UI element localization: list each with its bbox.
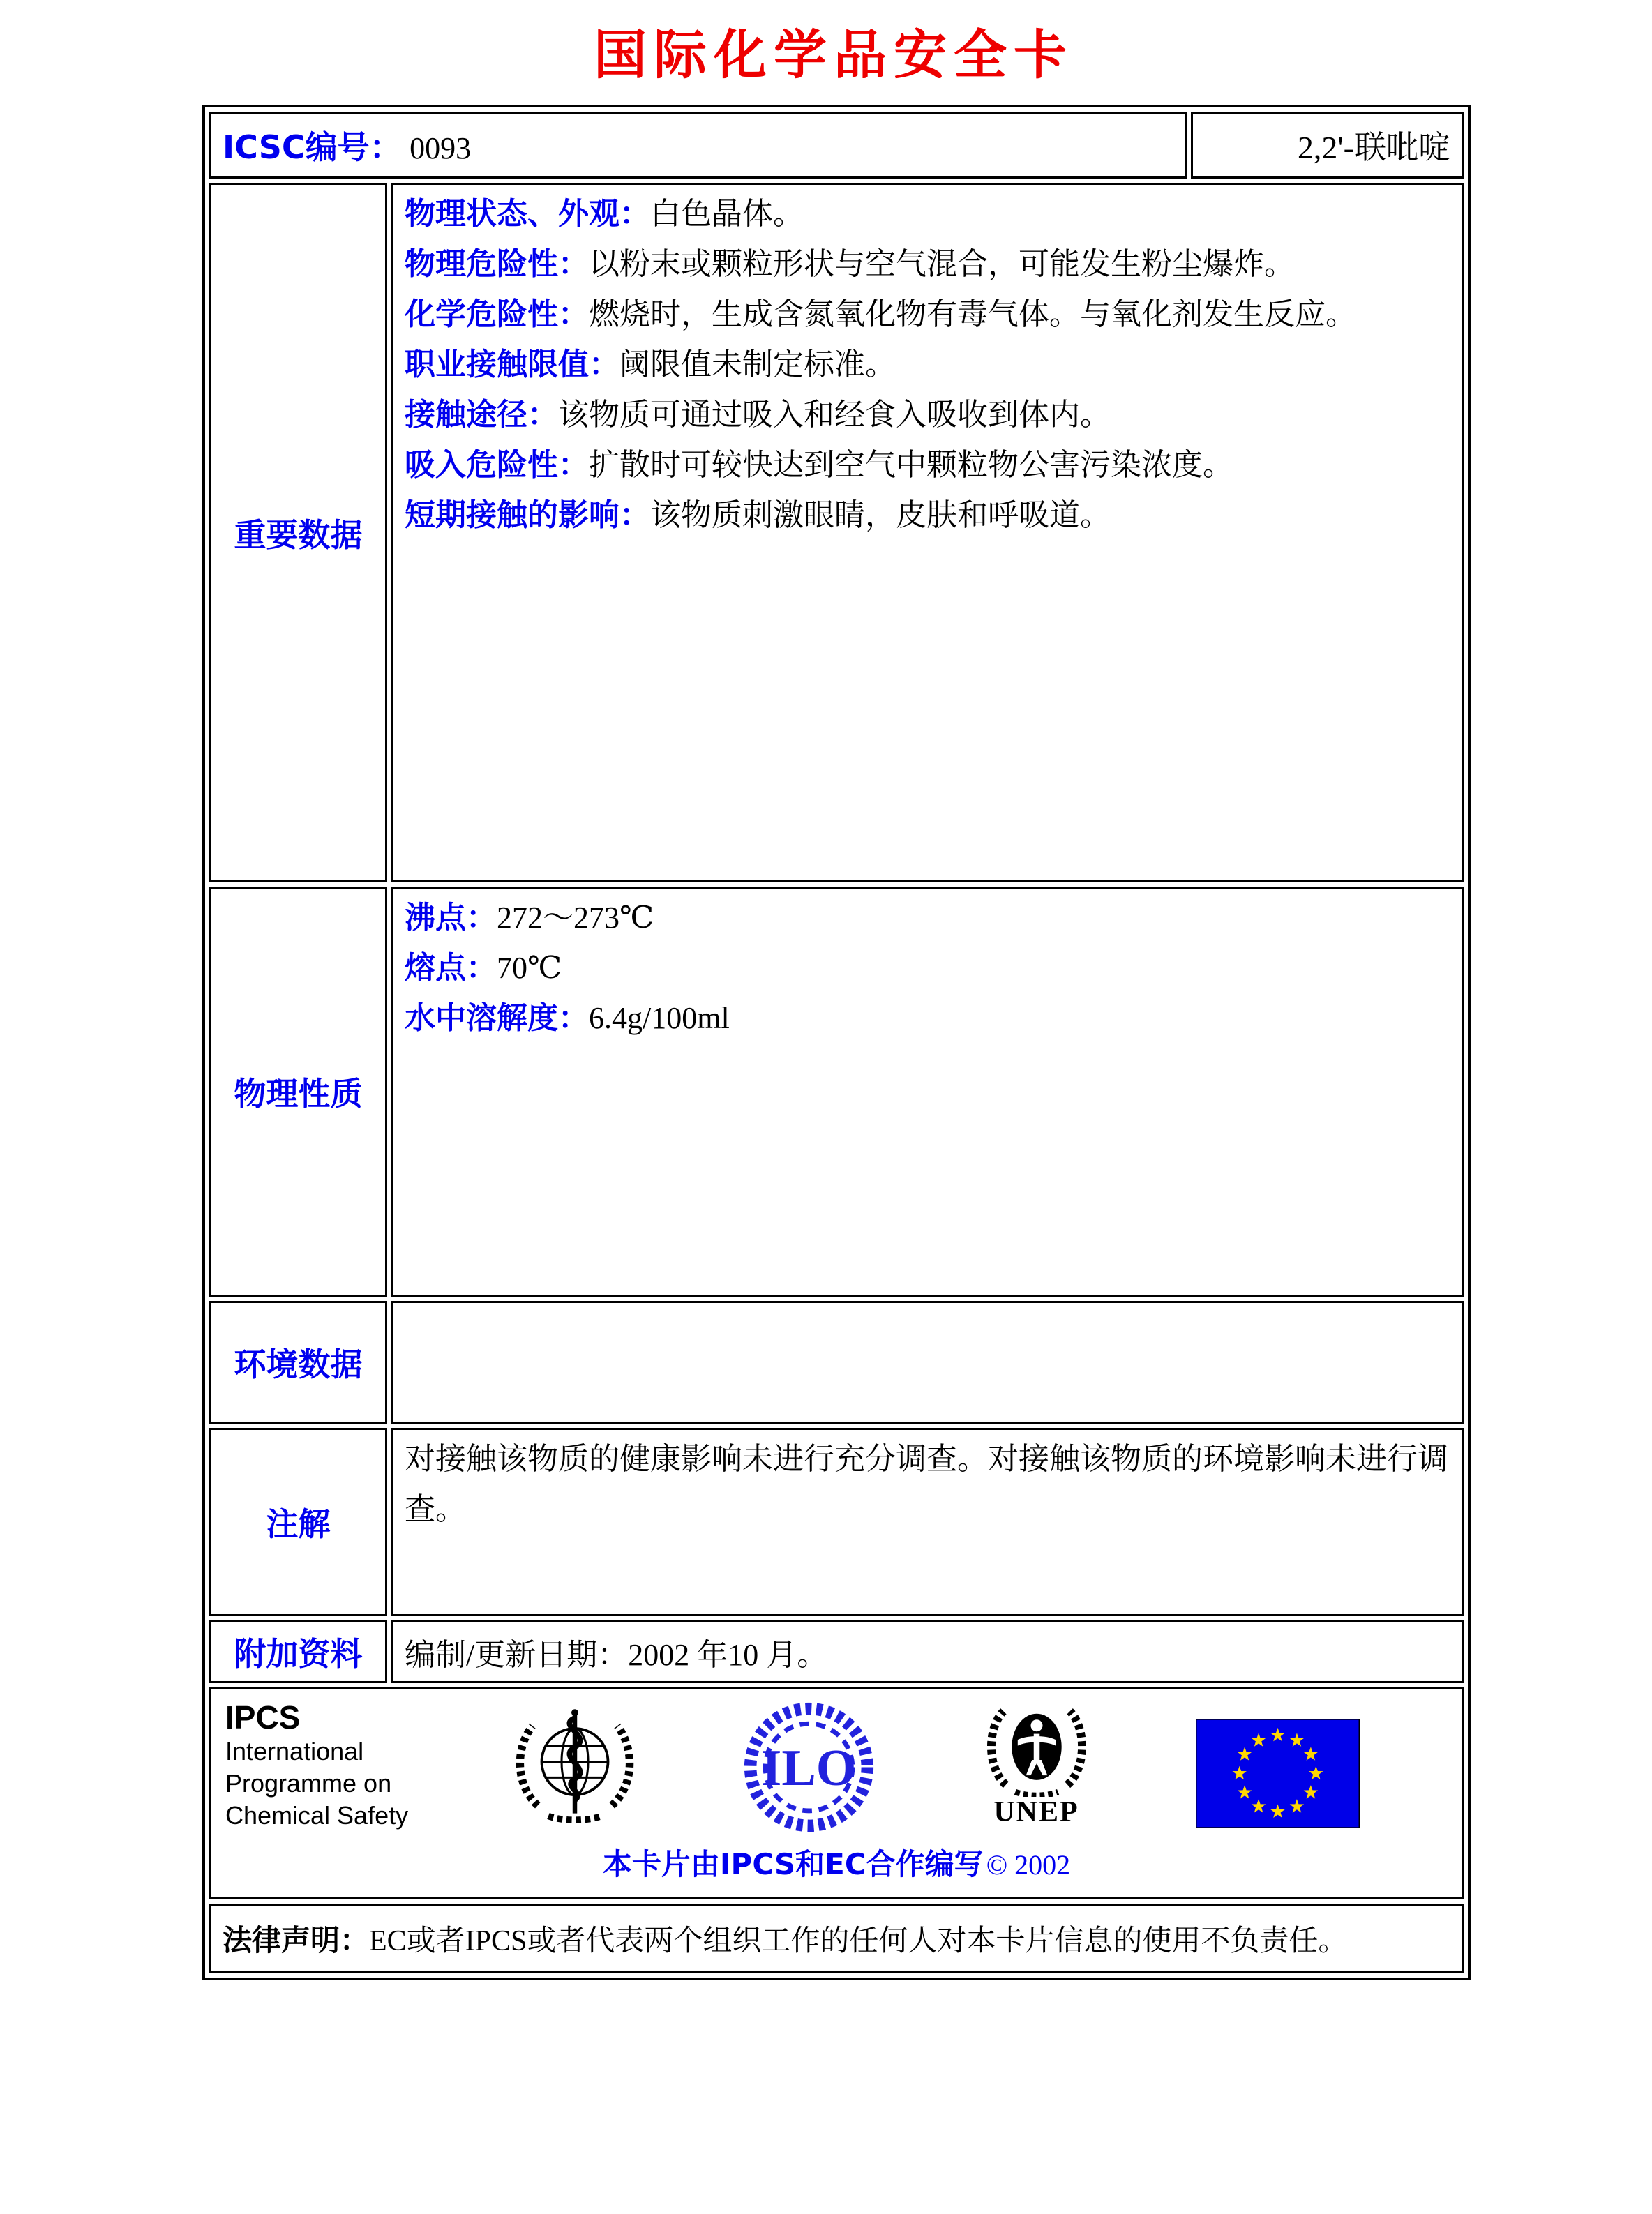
- page-title: 国际化学品安全卡: [594, 24, 1074, 86]
- section-label-physical-properties: 物理性质: [234, 1075, 363, 1113]
- section-label-important-data: 重要数据: [234, 515, 363, 554]
- data-line: [405, 239, 1450, 289]
- section-label-additional-info: 附加资料: [234, 1635, 363, 1673]
- environmental-data-content-cell: [391, 1301, 1464, 1424]
- data-line: [405, 943, 1450, 993]
- environmental-data-label-cell: [209, 1301, 387, 1424]
- logos-cell: [209, 1687, 1464, 1899]
- field-label: 吸入危险性：: [405, 447, 589, 483]
- legal-label: 法律声明：: [223, 1923, 370, 1957]
- legal-text: EC或者IPCS或者代表两个组织工作的任何人对本卡片信息的使用不负责任。: [369, 1925, 1348, 1957]
- field-value: 70℃: [497, 951, 562, 985]
- legal-row: [209, 1904, 1464, 1973]
- ilo-logo-icon: [741, 1699, 877, 1835]
- data-line: [405, 893, 1450, 943]
- field-label: 物理状态、外观：: [405, 196, 650, 232]
- ipcs-acronym: IPCS: [225, 1699, 301, 1735]
- chemical-name-cell: [1191, 112, 1464, 179]
- field-value: 该物质可通过吸入和经食入吸收到体内。: [558, 398, 1111, 432]
- credit-copyright: © 2002: [986, 1849, 1071, 1881]
- field-value: 该物质刺激眼睛，皮肤和呼吸道。: [650, 498, 1111, 532]
- ipcs-line: Chemical Safety: [225, 1801, 409, 1830]
- unep-logo-icon: [977, 1699, 1096, 1797]
- legal-cell: [209, 1904, 1464, 1973]
- additional-info-label-cell: [209, 1620, 387, 1683]
- field-value: 白色晶体。: [650, 197, 804, 231]
- data-line: [405, 490, 1450, 541]
- field-label: 短期接触的影响：: [405, 497, 650, 533]
- data-line: [405, 993, 1450, 1044]
- field-label: 熔点：: [405, 950, 497, 986]
- notes-text: 对接触该物质的健康影响未进行充分调查。对接触该物质的环境影响未进行调查。: [405, 1442, 1448, 1526]
- notes-content-cell: [391, 1428, 1464, 1616]
- icsc-number-value: 0093: [410, 131, 472, 165]
- data-line: [405, 390, 1450, 440]
- field-label: 化学危险性：: [405, 296, 589, 332]
- unep-logo-block: [977, 1699, 1096, 1828]
- credit-line: [223, 1842, 1450, 1883]
- section-label-notes: 注解: [266, 1505, 331, 1543]
- unep-label: UNEP: [993, 1796, 1079, 1828]
- logos-row: [209, 1687, 1464, 1899]
- field-value: 燃烧时，生成含氮氧化物有毒气体。与氧化剂发生反应。: [589, 297, 1356, 331]
- field-value: 扩散时可较快达到空气中颗粒物公害污染浓度。: [589, 448, 1233, 482]
- data-line: [405, 440, 1450, 490]
- additional-info-text: 编制/更新日期：2002 年10 月。: [405, 1638, 828, 1672]
- ipcs-line: International: [225, 1737, 364, 1765]
- additional-info-row: [209, 1620, 1464, 1683]
- field-label: 物理危险性：: [405, 246, 589, 282]
- field-label: 沸点：: [405, 900, 497, 935]
- field-label: 水中溶解度：: [405, 1000, 589, 1036]
- ilo-monogram: ILO: [761, 1739, 857, 1797]
- ipcs-text-block: [225, 1699, 408, 1832]
- ipcs-line: Programme on: [225, 1769, 392, 1798]
- who-logo-icon: [509, 1699, 641, 1839]
- physical-properties-row: [209, 887, 1464, 1297]
- environmental-data-row: [209, 1301, 1464, 1424]
- field-value: 272～273℃: [497, 901, 654, 935]
- eu-flag-icon: [1196, 1719, 1360, 1828]
- important-data-row: [209, 183, 1464, 882]
- physical-properties-content-cell: [391, 887, 1464, 1297]
- field-label: 职业接触限值：: [405, 347, 620, 382]
- notes-row: [209, 1428, 1464, 1616]
- physical-properties-label-cell: [209, 887, 387, 1297]
- chemical-name: 2,2'-联吡啶: [1297, 130, 1450, 165]
- data-line: [405, 340, 1450, 390]
- important-data-content-cell: [391, 183, 1464, 882]
- safety-card-table: [202, 105, 1471, 1980]
- notes-label-cell: [209, 1428, 387, 1616]
- icsc-number-label: ICSC编号：: [223, 128, 402, 166]
- data-line: [405, 289, 1450, 340]
- header-row: [209, 112, 1464, 179]
- icsc-number-cell: [209, 112, 1187, 179]
- logo-strip: [223, 1694, 1450, 1839]
- credit-text: 本卡片由IPCS和EC合作编写: [602, 1847, 984, 1881]
- field-value: 6.4g/100ml: [589, 1001, 730, 1035]
- field-value: 以粉末或颗粒形状与空气混合，可能发生粉尘爆炸。: [589, 247, 1295, 281]
- data-line: [405, 189, 1450, 239]
- additional-info-content-cell: [391, 1620, 1464, 1683]
- field-value: 阈限值未制定标准。: [620, 347, 896, 382]
- section-label-environmental-data: 环境数据: [234, 1346, 363, 1383]
- important-data-label-cell: [209, 183, 387, 882]
- field-label: 接触途径：: [405, 397, 558, 432]
